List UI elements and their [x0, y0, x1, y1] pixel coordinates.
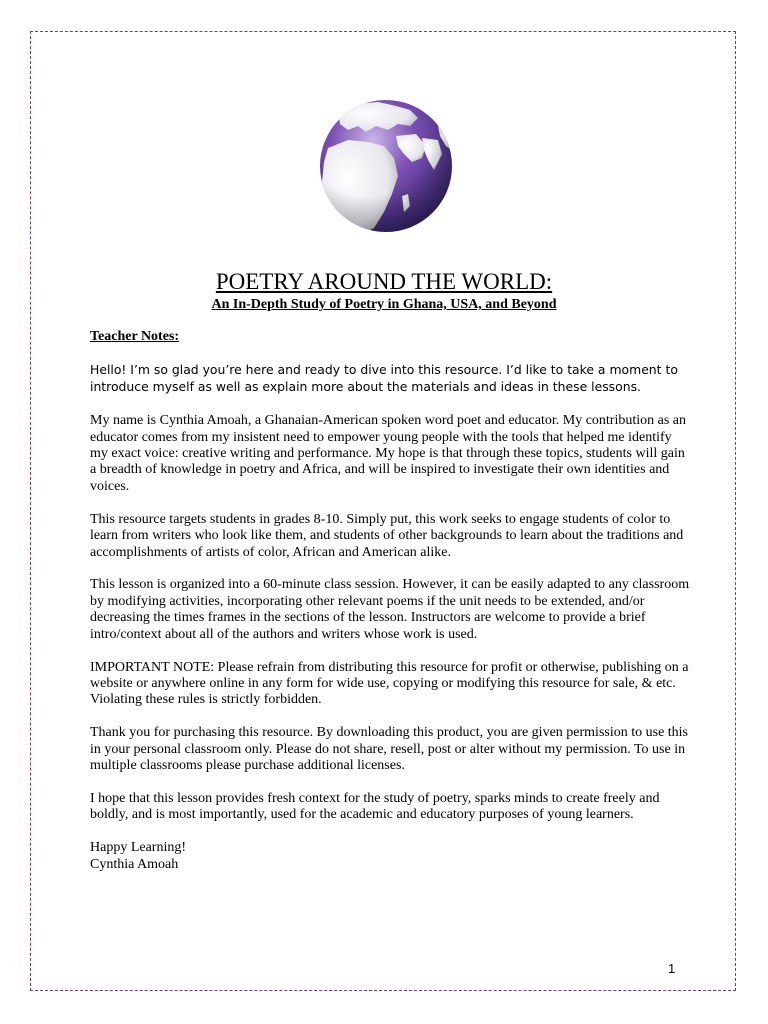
paragraph-permissions: Thank you for purchasing this resource. By downloading this product, you are given permission to use this in your personal classroom only. Please do not share, resell, post or alter without my permission. To use in multiple classrooms please purchase additional licenses. — [90, 725, 689, 774]
teacher-notes-heading: Teacher Notes: — [90, 329, 180, 344]
paragraph-important-note: IMPORTANT NOTE: Please refrain from distributing this resource for profit or otherwise, publishing on a website or anywhere online in any form for wide use, copying or modifying this resource for sale, & etc. Violating these rules is strictly forbidden. — [90, 659, 689, 708]
page-number: 1 — [668, 961, 676, 976]
signoff — [90, 840, 690, 873]
paragraph-lesson-organization: This lesson is organized into a 60-minute class session. However, it can be easily adapted to any classroom by modifying activities, incorporating other relevant poems if the unit needs to be extended, and/or decreasing the times frames in the sections of the lesson. Instructors are welcome to provide a brief intro/context about all of the authors and writers whose work is used. — [90, 577, 690, 642]
paragraph-intro-text: Hello! I’m so glad you’re here and ready to dive into this resource. I’d like to take a moment to introduce myself as well as explain more about the materials and ideas in these lessons. — [90, 361, 678, 395]
signature: Cynthia Amoah — [90, 856, 179, 872]
paragraph-intro — [90, 362, 690, 397]
globe-icon — [318, 96, 454, 236]
document-body — [90, 329, 690, 873]
paragraph-closing-hope: I hope that this lesson provides fresh context for the study of poetry, sparks minds to create freely and boldly, and is most importantly, used for the academic and educatory purposes of young learners. — [90, 791, 660, 823]
closing-line: Happy Learning! — [90, 840, 187, 856]
paragraph-target-students: This resource targets students in grades 8-10. Simply put, this work seeks to engage students of color to learn from writers who look like them, and students of other backgrounds to learn about the traditions and accomplishments of artists of color, African and American alike. — [90, 511, 684, 560]
paragraph-about-author: My name is Cynthia Amoah, a Ghanaian-American spoken word poet and educator. My contribution as an educator comes from my insistent need to empower young people with the tools that helped me identify my exact voice: creative writing and performance. My hope is that through these topics, students will gain a breadth of knowledge in poetry and Africa, and will be inspired to investigate their own identities and voices. — [90, 413, 687, 494]
document-subtitle: An In-Depth Study of Poetry in Ghana, USA, and Beyond — [211, 297, 557, 312]
document-title: POETRY AROUND THE WORLD: — [215, 269, 553, 294]
